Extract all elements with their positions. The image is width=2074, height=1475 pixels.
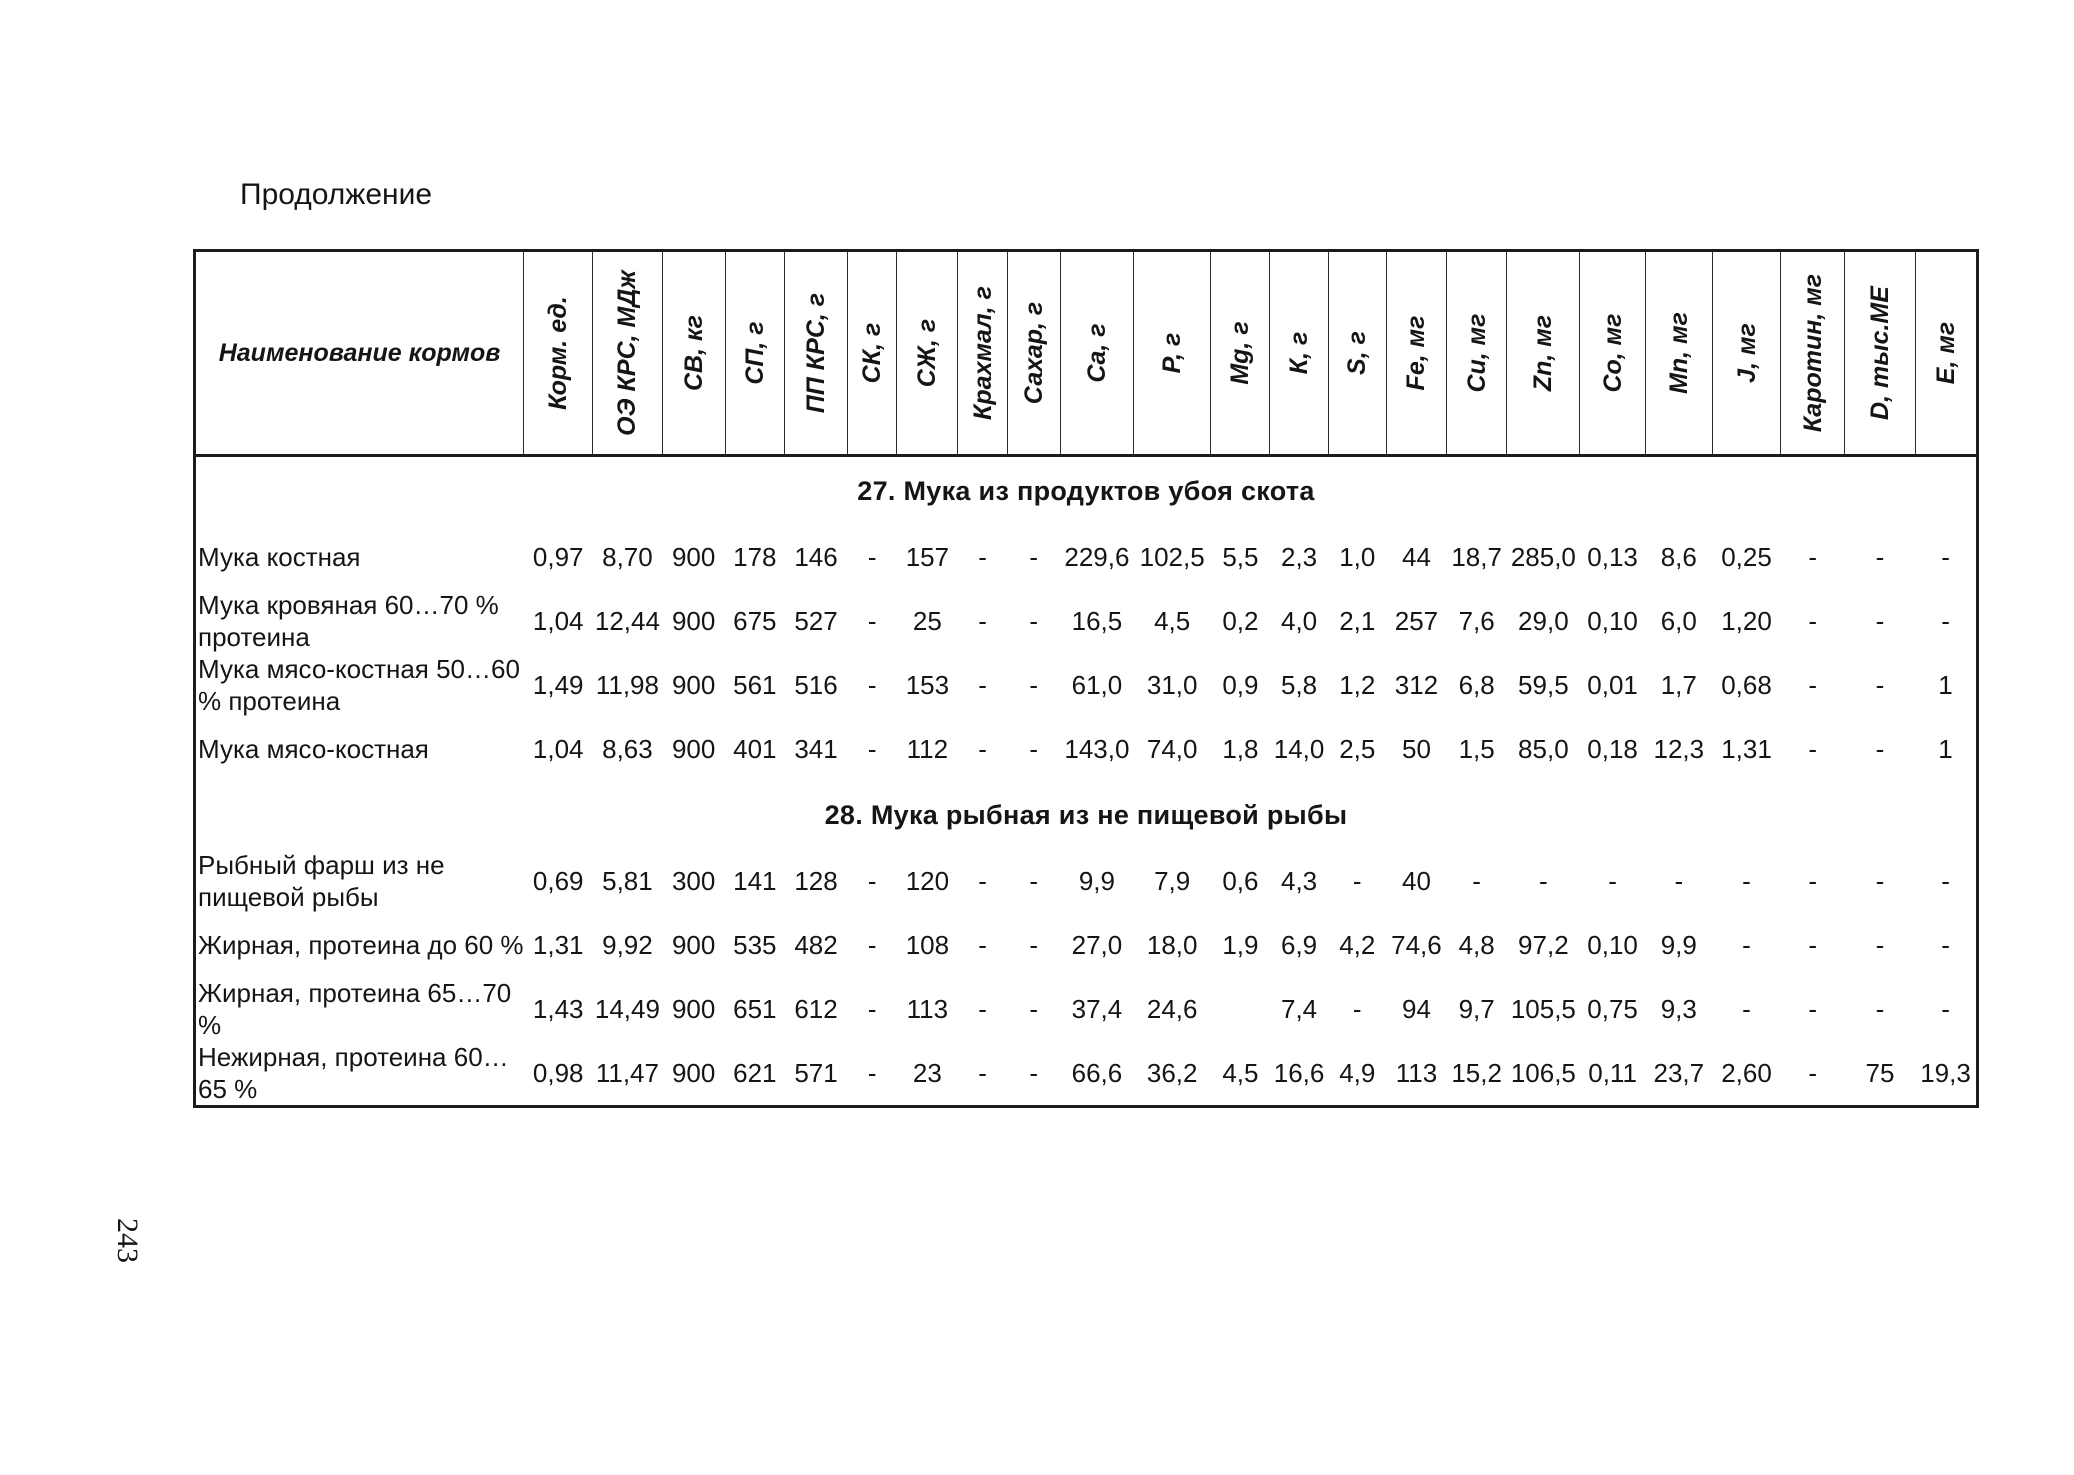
value-cell: 0,98 bbox=[532, 1058, 584, 1088]
value-cell: - bbox=[978, 866, 987, 896]
value-cell: 12,44 bbox=[594, 606, 660, 636]
value-cell: - bbox=[978, 670, 987, 700]
value-cell: - bbox=[1352, 994, 1362, 1024]
value-cell: - bbox=[1875, 866, 1885, 896]
value-cell: 8,63 bbox=[602, 734, 653, 764]
value-cell: 401 bbox=[733, 734, 777, 764]
value-cell: 900 bbox=[671, 994, 716, 1024]
value-cell: 7,9 bbox=[1154, 866, 1191, 896]
column-header-6 bbox=[848, 251, 897, 456]
value-cell: 1 bbox=[1938, 670, 1953, 700]
feed-name-cell: Жирная, протеина до 60 % bbox=[198, 930, 524, 960]
table-row bbox=[195, 849, 1978, 913]
feed-name-cell: Нежирная, протеина 60…65 % bbox=[198, 1042, 509, 1104]
column-header-1 bbox=[524, 251, 593, 456]
value-cell: 12,3 bbox=[1653, 734, 1705, 764]
value-cell: - bbox=[867, 930, 877, 960]
value-cell: 4,9 bbox=[1339, 1058, 1376, 1088]
value-cell: - bbox=[867, 734, 877, 764]
section-header-row bbox=[195, 781, 1978, 849]
value-cell: 8,6 bbox=[1660, 542, 1697, 572]
value-cell: 37,4 bbox=[1071, 994, 1123, 1024]
value-cell: 0,6 bbox=[1222, 866, 1259, 896]
value-cell: 0,11 bbox=[1588, 1058, 1637, 1088]
column-header-9 bbox=[1007, 251, 1060, 456]
value-cell: 651 bbox=[733, 994, 777, 1024]
value-cell: 75 bbox=[1865, 1058, 1895, 1088]
value-cell: 9,7 bbox=[1458, 994, 1495, 1024]
value-cell: 900 bbox=[671, 734, 716, 764]
value-cell: 143,0 bbox=[1064, 734, 1130, 764]
column-header-3 bbox=[662, 251, 725, 456]
value-cell: 900 bbox=[671, 542, 716, 572]
value-cell: 102,5 bbox=[1139, 542, 1205, 572]
feed-name-cell: Рыбный фарш из не пищевой рыбы bbox=[198, 850, 445, 912]
value-cell: - bbox=[1808, 734, 1818, 764]
value-cell: 482 bbox=[794, 930, 838, 960]
value-cell: 1,9 bbox=[1222, 930, 1259, 960]
value-cell: - bbox=[867, 542, 877, 572]
value-cell: 4,5 bbox=[1154, 606, 1191, 636]
value-cell: 612 bbox=[794, 994, 838, 1024]
value-cell: 9,92 bbox=[602, 930, 653, 960]
value-cell: - bbox=[1875, 930, 1885, 960]
value-cell: 4,5 bbox=[1222, 1058, 1259, 1088]
value-cell: - bbox=[1941, 866, 1950, 896]
column-header-20 bbox=[1712, 251, 1780, 456]
value-cell: 24,6 bbox=[1146, 994, 1198, 1024]
column-header-label: S, г bbox=[1343, 331, 1372, 375]
column-header-label: Корм. ед. bbox=[544, 296, 573, 410]
value-cell: 14,49 bbox=[594, 994, 660, 1024]
value-cell: 4,0 bbox=[1281, 606, 1318, 636]
value-cell: 5,8 bbox=[1281, 670, 1318, 700]
value-cell: 50 bbox=[1401, 734, 1431, 764]
value-cell: 571 bbox=[794, 1058, 838, 1088]
value-cell: 112 bbox=[906, 734, 949, 764]
value-cell: 900 bbox=[671, 670, 716, 700]
value-cell: 105,5 bbox=[1510, 994, 1576, 1024]
value-cell: - bbox=[978, 606, 987, 636]
column-header-label: Mn, мг bbox=[1664, 312, 1693, 394]
value-cell: 0,97 bbox=[532, 542, 584, 572]
column-header-label: ОЭ КРС, МДж bbox=[613, 270, 642, 436]
value-cell: - bbox=[1029, 734, 1039, 764]
value-cell: 31,0 bbox=[1146, 670, 1198, 700]
value-cell: - bbox=[978, 994, 987, 1024]
value-cell: 113 bbox=[906, 994, 949, 1024]
value-cell: 1,04 bbox=[532, 734, 584, 764]
column-header-12 bbox=[1211, 251, 1270, 456]
value-cell: 0,69 bbox=[532, 866, 584, 896]
value-cell: - bbox=[1352, 866, 1362, 896]
value-cell: 285,0 bbox=[1510, 542, 1576, 572]
name-column-header: Наименование кормов bbox=[195, 251, 524, 456]
value-cell: 6,0 bbox=[1660, 606, 1697, 636]
value-cell: 9,9 bbox=[1078, 866, 1115, 896]
column-header-11 bbox=[1134, 251, 1211, 456]
feed-name-cell: Мука кровяная 60…70 % протеина bbox=[198, 590, 499, 652]
value-cell: 257 bbox=[1394, 606, 1439, 636]
value-cell: 97,2 bbox=[1518, 930, 1569, 960]
value-cell: 9,9 bbox=[1660, 930, 1697, 960]
column-header-label: Каротин, мг bbox=[1798, 273, 1827, 433]
feed-name-cell: Мука мясо-костная bbox=[198, 734, 429, 764]
value-cell: 113 bbox=[1395, 1058, 1438, 1088]
value-cell: 0,13 bbox=[1587, 542, 1638, 572]
column-header-22 bbox=[1845, 251, 1915, 456]
table-row bbox=[195, 525, 1978, 589]
value-cell: 44 bbox=[1401, 542, 1431, 572]
value-cell: 0,9 bbox=[1222, 670, 1259, 700]
value-cell: 18,0 bbox=[1146, 930, 1198, 960]
value-cell: - bbox=[1742, 930, 1751, 960]
value-cell: 36,2 bbox=[1146, 1058, 1198, 1088]
value-cell: - bbox=[867, 866, 877, 896]
column-header-label: СП, г bbox=[740, 321, 769, 385]
value-cell: - bbox=[1941, 930, 1950, 960]
value-cell: - bbox=[1941, 606, 1950, 636]
value-cell: 229,6 bbox=[1064, 542, 1130, 572]
value-cell: - bbox=[867, 1058, 877, 1088]
value-cell: - bbox=[978, 734, 987, 764]
value-cell: 29,0 bbox=[1518, 606, 1569, 636]
value-cell: 2,60 bbox=[1721, 1058, 1772, 1088]
value-cell: 516 bbox=[794, 670, 838, 700]
value-cell: 527 bbox=[794, 606, 838, 636]
value-cell: 14,0 bbox=[1273, 734, 1325, 764]
value-cell: - bbox=[1941, 994, 1950, 1024]
value-cell: 535 bbox=[733, 930, 777, 960]
value-cell: - bbox=[978, 1058, 987, 1088]
continuation-label: Продолжение bbox=[240, 178, 433, 211]
value-cell: - bbox=[867, 606, 877, 636]
value-cell: 106,5 bbox=[1510, 1058, 1576, 1088]
value-cell: - bbox=[1029, 542, 1039, 572]
value-cell: - bbox=[1808, 606, 1818, 636]
feed-table bbox=[193, 249, 1979, 1108]
value-cell: - bbox=[1472, 866, 1481, 896]
column-header-label: СЖ, г bbox=[913, 318, 942, 388]
column-header-label: D, тыс.МЕ bbox=[1865, 286, 1894, 420]
value-cell: - bbox=[1875, 994, 1885, 1024]
column-header-5 bbox=[784, 251, 847, 456]
column-header-8 bbox=[958, 251, 1007, 456]
column-header-label: Со, мг bbox=[1598, 313, 1627, 393]
column-header-label: Mg, г bbox=[1226, 321, 1255, 385]
column-header-label: СК, г bbox=[858, 322, 887, 384]
column-header-label: Zn, мг bbox=[1529, 314, 1558, 392]
value-cell: 1 bbox=[1938, 734, 1953, 764]
value-cell: 341 bbox=[794, 734, 838, 764]
value-cell: 2,3 bbox=[1281, 542, 1318, 572]
value-cell: 141 bbox=[733, 866, 777, 896]
column-header-23 bbox=[1915, 251, 1977, 456]
value-cell: - bbox=[1608, 866, 1617, 896]
value-cell: 15,2 bbox=[1451, 1058, 1502, 1088]
value-cell: 40 bbox=[1401, 866, 1431, 896]
value-cell: 66,6 bbox=[1071, 1058, 1123, 1088]
column-header-17 bbox=[1507, 251, 1580, 456]
value-cell: 4,3 bbox=[1281, 866, 1318, 896]
feed-name-cell: Мука мясо-костная 50…60 % протеина bbox=[198, 654, 520, 716]
value-cell: - bbox=[1029, 1058, 1039, 1088]
value-cell: 27,0 bbox=[1071, 930, 1123, 960]
value-cell: - bbox=[867, 670, 877, 700]
value-cell: - bbox=[1808, 542, 1818, 572]
column-header-label: Ca, г bbox=[1082, 323, 1111, 383]
value-cell: 1,31 bbox=[1721, 734, 1772, 764]
value-cell: 94 bbox=[1401, 994, 1431, 1024]
table-row bbox=[195, 913, 1978, 977]
column-header-21 bbox=[1781, 251, 1845, 456]
column-header-label: ПП КРС, г bbox=[802, 292, 831, 414]
value-cell: - bbox=[1029, 606, 1039, 636]
column-header-label: Cu, мг bbox=[1462, 313, 1491, 393]
value-cell: 1,43 bbox=[532, 994, 584, 1024]
value-cell: 85,0 bbox=[1518, 734, 1569, 764]
value-cell: - bbox=[1808, 670, 1818, 700]
value-cell: 900 bbox=[671, 1058, 716, 1088]
column-header-14 bbox=[1328, 251, 1386, 456]
value-cell bbox=[1211, 977, 1270, 1041]
section-title: 28. Мука рыбная из не пищевой рыбы bbox=[824, 800, 1348, 830]
section-title: 27. Мука из продуктов убоя скота bbox=[857, 476, 1315, 506]
column-header-label: J, мг bbox=[1732, 323, 1761, 383]
table-row bbox=[195, 589, 1978, 653]
value-cell: 0,25 bbox=[1721, 542, 1772, 572]
value-cell: - bbox=[1808, 930, 1818, 960]
value-cell: - bbox=[1539, 866, 1548, 896]
column-header-13 bbox=[1270, 251, 1328, 456]
value-cell: 25 bbox=[912, 606, 942, 636]
value-cell: 74,6 bbox=[1391, 930, 1442, 960]
page-number: 243 bbox=[111, 1218, 144, 1263]
value-cell: 18,7 bbox=[1451, 542, 1502, 572]
value-cell: - bbox=[978, 930, 987, 960]
value-cell: - bbox=[1674, 866, 1684, 896]
value-cell: 1,31 bbox=[532, 930, 584, 960]
value-cell: - bbox=[1742, 866, 1751, 896]
value-cell: 0,75 bbox=[1587, 994, 1638, 1024]
value-cell: 561 bbox=[733, 670, 777, 700]
value-cell: 1,5 bbox=[1458, 734, 1495, 764]
value-cell: 2,1 bbox=[1339, 606, 1376, 636]
value-cell: 6,8 bbox=[1458, 670, 1495, 700]
value-cell: - bbox=[1808, 866, 1818, 896]
column-header-4 bbox=[725, 251, 784, 456]
value-cell: 11,98 bbox=[595, 670, 659, 700]
table-row bbox=[195, 653, 1978, 717]
value-cell: 675 bbox=[733, 606, 777, 636]
value-cell: 61,0 bbox=[1071, 670, 1123, 700]
value-cell: - bbox=[1808, 1058, 1818, 1088]
value-cell: 11,47 bbox=[595, 1058, 659, 1088]
value-cell: 5,5 bbox=[1222, 542, 1259, 572]
value-cell: 7,6 bbox=[1458, 606, 1495, 636]
column-header-label: Крахмал, г bbox=[968, 286, 997, 420]
value-cell: - bbox=[1742, 994, 1751, 1024]
value-cell: - bbox=[1875, 606, 1885, 636]
value-cell: 8,70 bbox=[602, 542, 653, 572]
column-header-label: Сахар, г bbox=[1019, 301, 1048, 405]
value-cell: 16,6 bbox=[1273, 1058, 1325, 1088]
feed-name-cell: Мука костная bbox=[198, 542, 361, 572]
value-cell: 0,68 bbox=[1721, 670, 1772, 700]
value-cell: 0,01 bbox=[1587, 670, 1638, 700]
value-cell: 1,7 bbox=[1660, 670, 1697, 700]
value-cell: 2,5 bbox=[1339, 734, 1376, 764]
value-cell: 23,7 bbox=[1653, 1058, 1705, 1088]
value-cell: 157 bbox=[905, 542, 950, 572]
column-header-18 bbox=[1580, 251, 1645, 456]
value-cell: 74,0 bbox=[1146, 734, 1198, 764]
value-cell: 0,18 bbox=[1587, 734, 1638, 764]
value-cell: - bbox=[1875, 670, 1885, 700]
value-cell: 1,0 bbox=[1339, 542, 1376, 572]
value-cell: 19,3 bbox=[1920, 1058, 1971, 1088]
value-cell: 9,3 bbox=[1660, 994, 1697, 1024]
value-cell: 621 bbox=[733, 1058, 777, 1088]
value-cell: 5,81 bbox=[602, 866, 653, 896]
value-cell: 4,2 bbox=[1339, 930, 1376, 960]
value-cell: - bbox=[867, 994, 877, 1024]
value-cell: 1,20 bbox=[1721, 606, 1772, 636]
table-row bbox=[195, 1041, 1978, 1107]
column-header-2 bbox=[593, 251, 662, 456]
table-row bbox=[195, 977, 1978, 1041]
value-cell: - bbox=[1941, 542, 1950, 572]
column-header-label: Р, г bbox=[1158, 332, 1187, 374]
value-cell: 900 bbox=[671, 606, 716, 636]
value-cell: 1,8 bbox=[1222, 734, 1259, 764]
value-cell: 312 bbox=[1394, 670, 1439, 700]
column-header-15 bbox=[1386, 251, 1446, 456]
column-header-19 bbox=[1645, 251, 1712, 456]
column-header-label: E, мг bbox=[1931, 321, 1960, 385]
value-cell: 1,49 bbox=[532, 670, 584, 700]
value-cell: 128 bbox=[794, 866, 838, 896]
feed-name-cell: Жирная, протеина 65…70 % bbox=[198, 978, 512, 1040]
value-cell: 0,10 bbox=[1587, 606, 1638, 636]
table-body bbox=[195, 456, 1978, 1107]
value-cell: 7,4 bbox=[1281, 994, 1318, 1024]
value-cell: 153 bbox=[905, 670, 950, 700]
value-cell: 59,5 bbox=[1518, 670, 1569, 700]
value-cell: 0,10 bbox=[1587, 930, 1638, 960]
table-row bbox=[195, 717, 1978, 781]
value-cell: 0,2 bbox=[1222, 606, 1259, 636]
value-cell: - bbox=[1029, 670, 1039, 700]
feed-table-container bbox=[193, 249, 1979, 1108]
value-cell: - bbox=[1875, 542, 1885, 572]
value-cell: 4,8 bbox=[1458, 930, 1495, 960]
value-cell: - bbox=[978, 542, 987, 572]
value-cell: - bbox=[1808, 994, 1818, 1024]
section-header-row bbox=[195, 456, 1978, 526]
value-cell: 108 bbox=[905, 930, 950, 960]
value-cell: 6,9 bbox=[1281, 930, 1318, 960]
column-header-label: Fe, мг bbox=[1402, 315, 1431, 391]
value-cell: 23 bbox=[912, 1058, 942, 1088]
value-cell: 300 bbox=[671, 866, 716, 896]
column-header-10 bbox=[1060, 251, 1133, 456]
value-cell: 146 bbox=[794, 542, 838, 572]
column-header-label: СВ, кг bbox=[679, 314, 708, 392]
value-cell: 900 bbox=[671, 930, 716, 960]
value-cell: 1,04 bbox=[532, 606, 584, 636]
column-header-16 bbox=[1447, 251, 1507, 456]
column-header-7 bbox=[897, 251, 958, 456]
value-cell: 178 bbox=[733, 542, 777, 572]
column-header-label: К, г bbox=[1285, 331, 1314, 375]
value-cell: - bbox=[1029, 930, 1039, 960]
value-cell: - bbox=[1029, 994, 1039, 1024]
value-cell: 1,2 bbox=[1339, 670, 1376, 700]
value-cell: 120 bbox=[905, 866, 950, 896]
value-cell: - bbox=[1875, 734, 1885, 764]
value-cell: 16,5 bbox=[1071, 606, 1123, 636]
value-cell: - bbox=[1029, 866, 1039, 896]
table-header-row bbox=[195, 251, 1978, 456]
